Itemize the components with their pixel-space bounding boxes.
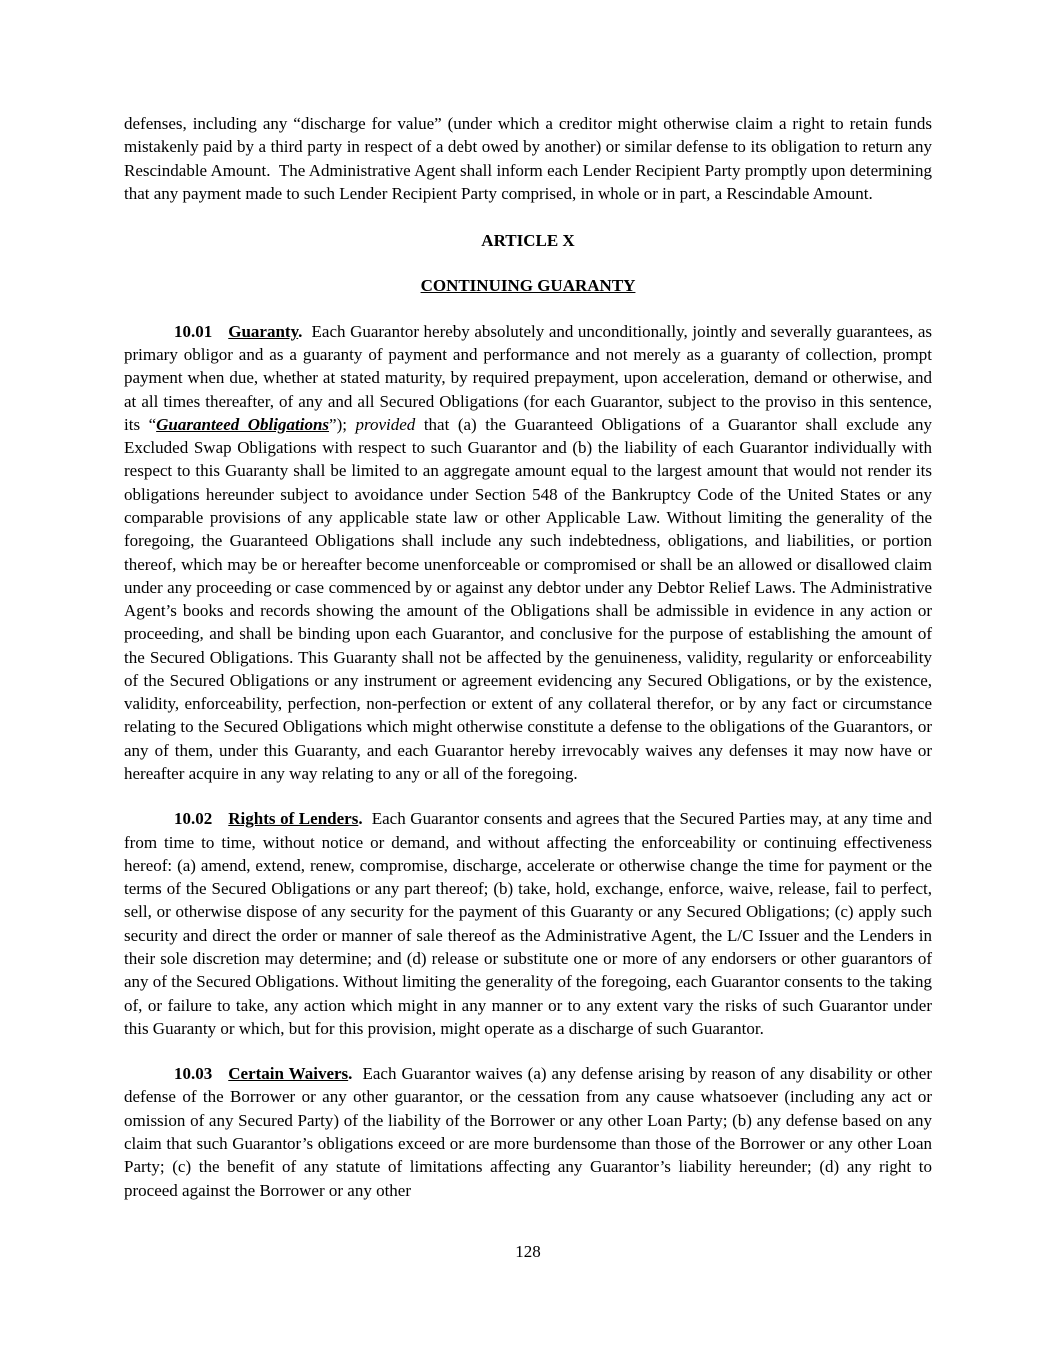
- section-number: 10.02: [174, 809, 213, 829]
- continuation-paragraph: defenses, including any “discharge for value” (under which a creditor might otherwise claim a right to retain funds mistakenly paid by a third party in respect of a debt owed by another) or similar defense to its obligation to return any Rescindable Amount. The Administrative Agent shall inform each Lender Recipient Party promptly upon determining that any payment made to such Lender Recipient Party comprised, in whole or in part, a Rescindable Amount.: [124, 114, 932, 203]
- section-10-01: [124, 320, 932, 786]
- section-10-02: [124, 807, 932, 1040]
- section-title: Certain Waivers: [228, 1064, 349, 1084]
- article-title: [124, 274, 932, 297]
- section-body: . Each Guarantor consents and agrees that the Secured Parties may, at any time and from time to time, without notice or demand, and without affecting the enforceability or continuing effectiveness hereof: (a) amend, extend, renew, compromise, discharge, accelerate or otherwise change the time for payment or the terms of the Secured Obligations or any part thereof; (b) take, hold, exchange, enforce, waive, release, fail to perfect, sell, or otherwise dispose of any security for the payment of this Guaranty or any Secured Obligations; (c) apply such security and direct the order or manner of sale thereof as the Administrative Agent, the L/C Issuer and the Lenders in their sole discretion may determine; and (d) release or substitute one or more of any endorsers or other guarantors of any of the Secured Obligations. Without limiting the generality of the foregoing, each Guarantor consents to the taking of, or failure to take, any action which might in any manner or to any extent vary the risks of such Guarantor under this Guaranty or which, but for this provision, might operate as a discharge of such Guarantor.: [124, 809, 932, 1038]
- article-heading-text: ARTICLE X: [481, 231, 575, 251]
- section-body: . Each Guarantor waives (a) any defense arising by reason of any disability or other defense of the Borrower or any other guarantor, or the cessation from any cause whatsoever (including any act or omission of any Secured Party) of the liability of the Borrower or any other Loan Party; (b) any defense based on any claim that such Guarantor’s obligations exceed or are more burdensome than those of the Borrower or any other Loan Party; (c) the benefit of any statute of limitations affecting any Guarantor’s liability hereunder; (d) any right to proceed against the Borrower or any other: [124, 1064, 932, 1200]
- section-title: Rights of Lenders: [228, 809, 359, 829]
- section-number: 10.01: [174, 321, 213, 341]
- section-number: 10.03: [174, 1064, 213, 1084]
- page-number: 128: [515, 1241, 541, 1261]
- article-title-text: CONTINUING GUARANTY: [420, 276, 636, 296]
- article-heading: [124, 229, 932, 252]
- section-10-03: [124, 1062, 932, 1202]
- section-title: Guaranty: [228, 321, 299, 341]
- section-body: . Each Guarantor hereby absolutely and unconditionally, jointly and severally guarantees, as primary obligor and as a guaranty of payment and performance and not merely as a guaranty of collection, prompt payment when due, whether at stated maturity, by required prepayment, upon acceleration, demand or otherwise, and at all times thereafter, of any and all Secured Obligations (for each Guarantor, subject to the proviso in this sentence, its “Guaranteed Obligations”); provided that (a) the Guaranteed Obligations of a Guarantor shall exclude any Excluded Swap Obligations with respect to such Guarantor and (b) the liability of each Guarantor individually with respect to this Guaranty shall be limited to an aggregate amount equal to the largest amount that would not render its obligations hereunder subject to avoidance under Section 548 of the Bankruptcy Code of the United States or any comparable provisions of any applicable state law or other Applicable Law. Without limiting the generality of the foregoing, the Guaranteed Obligations shall include any such indebtedness, obligations, and liabilities, or portion thereof, which may be or hereafter become unenforceable or compromised or shall be an allowed or disallowed claim under any proceeding or case commenced by or against any debtor under any Debtor Relief Laws. The Administrative Agent’s books and records showing the amount of the Obligations shall be admissible in evidence in any action or proceeding, and shall be binding upon each Guarantor, and conclusive for the purpose of establishing the amount of the Secured Obligations. This Guaranty shall not be affected by the genuineness, validity, regularity or enforceability of the Secured Obligations or any instrument or agreement evidencing any Secured Obligations, or by the existence, validity, enforceability, perfection, non-perfection or extent of any collateral therefor, or by any fact or circumstance relating to the Secured Obligations which might otherwise constitute a defense to the obligations of the Guarantors, or any of them, under this Guaranty, and each Guarantor hereby irrevocably waives any defenses it may now have or hereafter acquire in any way relating to any or all of the foregoing.: [124, 321, 933, 784]
